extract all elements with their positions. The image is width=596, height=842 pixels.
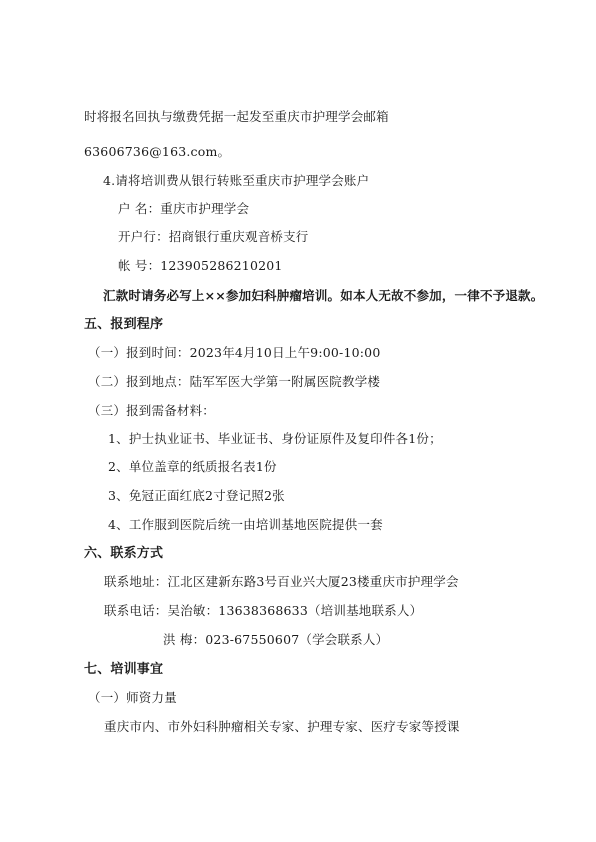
registration-location-line: （二）报到地点：陆军军医大学第一附属医院教学楼 [88,374,381,389]
registration-materials-line: （三）报到需备材料： [88,403,216,418]
body-text-line: 时将报名回执与缴费凭据一起发至重庆市护理学会邮箱 [84,109,389,124]
materials-item-3: 3、免冠正面红底2寸登记照2张 [108,488,285,503]
faculty-description-line: 重庆市内、市外妇科肿瘤相关专家、护理专家、医疗专家等授课 [104,719,460,734]
account-name-line: 户 名：重庆市护理学会 [118,201,250,216]
faculty-subheading: （一）师资力量 [88,690,177,705]
email-address-line: 63606736@163.com。 [84,144,231,159]
section-heading-training: 七、培训事宜 [84,662,164,677]
contact-address-line: 联系地址：江北区建新东路3号百业兴大厦23楼重庆市护理学会 [104,574,459,589]
materials-item-2: 2、单位盖章的纸质报名表1份 [108,459,277,474]
remittance-note-line: 汇款时请务必写上××参加妇科肿瘤培训。如本人无故不参加，一律不予退款。 [103,288,544,303]
contact-phone-line: 联系电话：吴治敏：13638368633（培训基地联系人） [104,603,423,618]
bank-branch-line: 开户行：招商银行重庆观音桥支行 [118,229,309,244]
materials-item-1: 1、护士执业证书、毕业证书、身份证原件及复印件各1份； [108,431,442,446]
contact-phone-second-line: 洪 梅：023-67550607（学会联系人） [163,632,389,647]
section-heading-contact: 六、联系方式 [84,546,164,561]
section-heading-registration: 五、报到程序 [84,317,164,332]
transfer-instruction-line: 4.请将培训费从银行转账至重庆市护理学会账户 [103,173,370,188]
registration-time-line: （一）报到时间：2023年4月10日上午9:00-10:00 [88,345,381,360]
materials-item-4: 4、工作服到医院后统一由培训基地医院提供一套 [108,517,383,532]
account-number-line: 帐 号：123905286210201 [118,258,283,273]
